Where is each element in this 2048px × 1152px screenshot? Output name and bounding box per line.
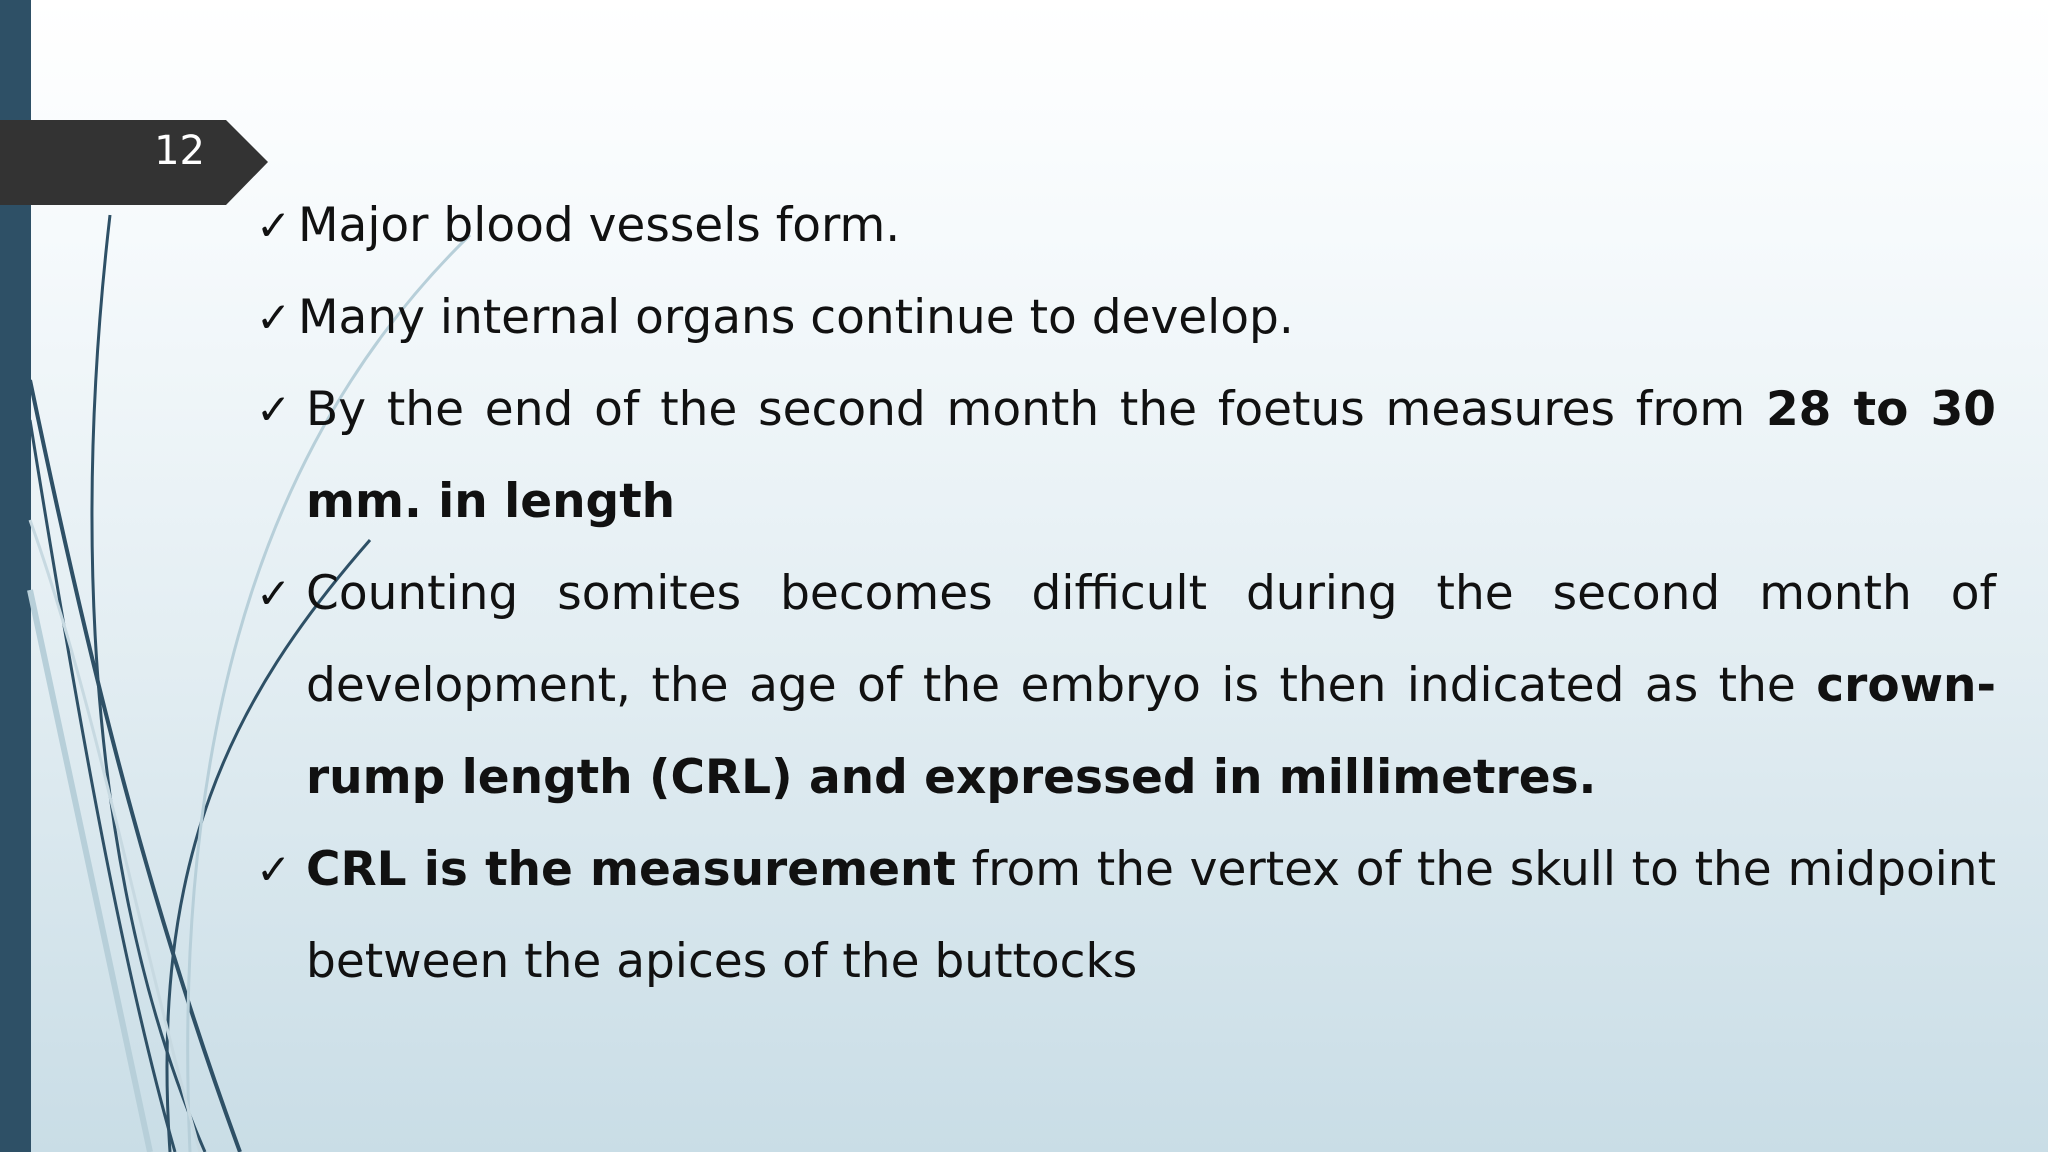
checkmark-icon: ✓ — [256, 201, 292, 250]
bullet-item — [256, 180, 1996, 272]
checkmark-icon: ✓ — [256, 293, 292, 342]
bullet-item — [256, 364, 1996, 548]
checkmark-icon: ✓ — [256, 385, 292, 434]
bullet-text-bold: CRL is the measurement — [306, 842, 956, 897]
bullet-item — [256, 272, 1996, 364]
bullet-text: Many internal organs continue to develop. — [298, 290, 1294, 345]
bullet-text: Counting somites becomes difficult during the second month of development, the age of the embryo is then indicated as the — [306, 566, 1996, 713]
bullet-text: Major blood vessels form. — [298, 198, 901, 253]
bullet-item — [256, 824, 1996, 1008]
checkmark-icon: ✓ — [256, 569, 292, 618]
bullet-item — [256, 548, 1996, 824]
slide-number: 12 — [154, 128, 205, 174]
checkmark-icon: ✓ — [256, 845, 292, 894]
bullet-text-bold: crown-rump length (CRL) and expressed in millimetres. — [306, 658, 1996, 805]
bullet-list — [256, 180, 1996, 1008]
bullet-text-bold: 28 to 30 mm. in length — [306, 382, 1996, 529]
bullet-text: By the end of the second month the foetus measures from — [306, 382, 1766, 437]
bullet-text: from the vertex of the skull to the midpoint between the apices of the buttocks — [306, 842, 1996, 989]
